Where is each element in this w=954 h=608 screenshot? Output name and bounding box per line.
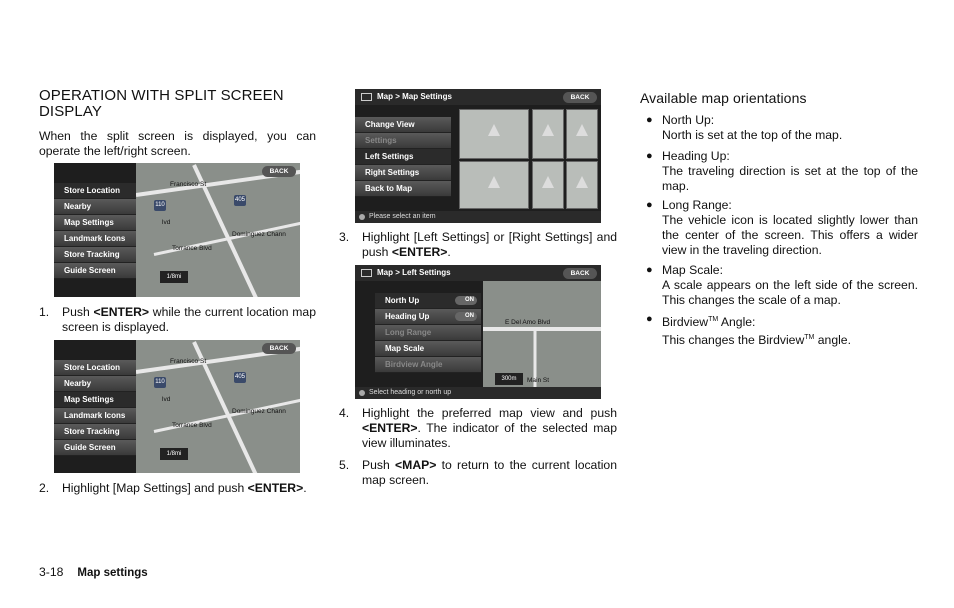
menu-item-store-tracking[interactable]: Store Tracking [54, 424, 136, 440]
highway-shield: 110 [154, 377, 166, 388]
menu-item-long-range[interactable]: Long Range [375, 325, 481, 341]
highway-shield: 110 [154, 200, 166, 211]
map-scale: 1/8mi [160, 271, 188, 283]
intro-paragraph: When the split screen is displayed, you can operate the left/right screen. [39, 129, 316, 158]
status-bar: Select heading or north up [355, 387, 601, 399]
street-label: lvd [162, 396, 171, 403]
street-label: Main St [527, 377, 550, 384]
page-number: 3-18 [39, 565, 64, 579]
orientations-heading: Available map orientations [640, 90, 807, 106]
street-label: lvd [162, 219, 171, 226]
screen-title: Map > Left Settings [355, 265, 601, 281]
view-thumbnail[interactable] [459, 109, 529, 159]
back-button[interactable]: BACK [563, 268, 597, 279]
menu-item-nearby[interactable]: Nearby [54, 199, 136, 215]
map-menu [54, 360, 136, 456]
on-toggle[interactable]: ON [455, 312, 477, 321]
section-heading: OPERATION WITH SPLIT SCREEN DISPLAY [39, 87, 284, 120]
menu-item-map-scale[interactable]: Map Scale [375, 341, 481, 357]
street-label: Francisco St [170, 181, 207, 188]
highway-shield: 405 [234, 372, 246, 383]
highway-shield: 405 [234, 195, 246, 206]
menu-item-change-view[interactable]: Change View [355, 117, 451, 133]
menu-item-settings[interactable]: Settings [355, 133, 451, 149]
section-name: Map settings [77, 567, 148, 579]
menu-item-store-location[interactable]: Store Location [54, 183, 136, 199]
settings-menu [355, 117, 451, 197]
left-settings-menu [375, 293, 481, 373]
info-icon [359, 390, 365, 396]
back-button[interactable]: BACK [262, 166, 296, 177]
menu-item-left-settings[interactable]: Left Settings [355, 149, 451, 165]
street-label: Dominguez Chann [232, 408, 286, 415]
screenshot-left-settings [355, 265, 601, 399]
screenshot-store-location [54, 163, 300, 297]
menu-item-store-tracking[interactable]: Store Tracking [54, 247, 136, 263]
page-footer [39, 565, 148, 579]
street-label: Francisco St [170, 358, 207, 365]
street-label: E Del Amo Blvd [505, 319, 551, 326]
view-thumbnail[interactable] [566, 109, 598, 159]
map-menu [54, 183, 136, 279]
menu-item-birdview-angle[interactable]: Birdview Angle [375, 357, 481, 373]
menu-item-map-settings[interactable]: Map Settings [54, 215, 136, 231]
menu-item-landmark-icons[interactable]: Landmark Icons [54, 231, 136, 247]
menu-item-back-to-map[interactable]: Back to Map [355, 181, 451, 197]
map-scale: 1/8mi [160, 448, 188, 460]
view-thumbnail[interactable] [532, 161, 564, 209]
info-icon [359, 214, 365, 220]
on-toggle[interactable]: ON [455, 296, 477, 305]
view-thumbnail[interactable] [459, 161, 529, 209]
menu-item-heading-up[interactable]: Heading Up ON [375, 309, 481, 325]
view-thumbnail[interactable] [532, 109, 564, 159]
menu-item-guide-screen[interactable]: Guide Screen [54, 263, 136, 279]
menu-item-store-location[interactable]: Store Location [54, 360, 136, 376]
screenshot-map-settings-menu [355, 89, 601, 223]
menu-item-landmark-icons[interactable]: Landmark Icons [54, 408, 136, 424]
back-button[interactable]: BACK [262, 343, 296, 354]
menu-item-map-settings[interactable]: Map Settings [54, 392, 136, 408]
menu-item-right-settings[interactable]: Right Settings [355, 165, 451, 181]
back-button[interactable]: BACK [563, 92, 597, 103]
status-bar: Please select an item [355, 211, 601, 223]
view-thumbnail[interactable] [566, 161, 598, 209]
map-scale: 300m [495, 373, 523, 385]
street-label: Torrance Blvd [172, 245, 212, 252]
menu-item-nearby[interactable]: Nearby [54, 376, 136, 392]
menu-item-guide-screen[interactable]: Guide Screen [54, 440, 136, 456]
menu-item-north-up[interactable]: North Up ON [375, 293, 481, 309]
street-label: Torrance Blvd [172, 422, 212, 429]
screenshot-map-settings-highlight [54, 340, 300, 473]
screen-title: Map > Map Settings [355, 89, 601, 105]
street-label: Dominguez Chann [232, 231, 286, 238]
